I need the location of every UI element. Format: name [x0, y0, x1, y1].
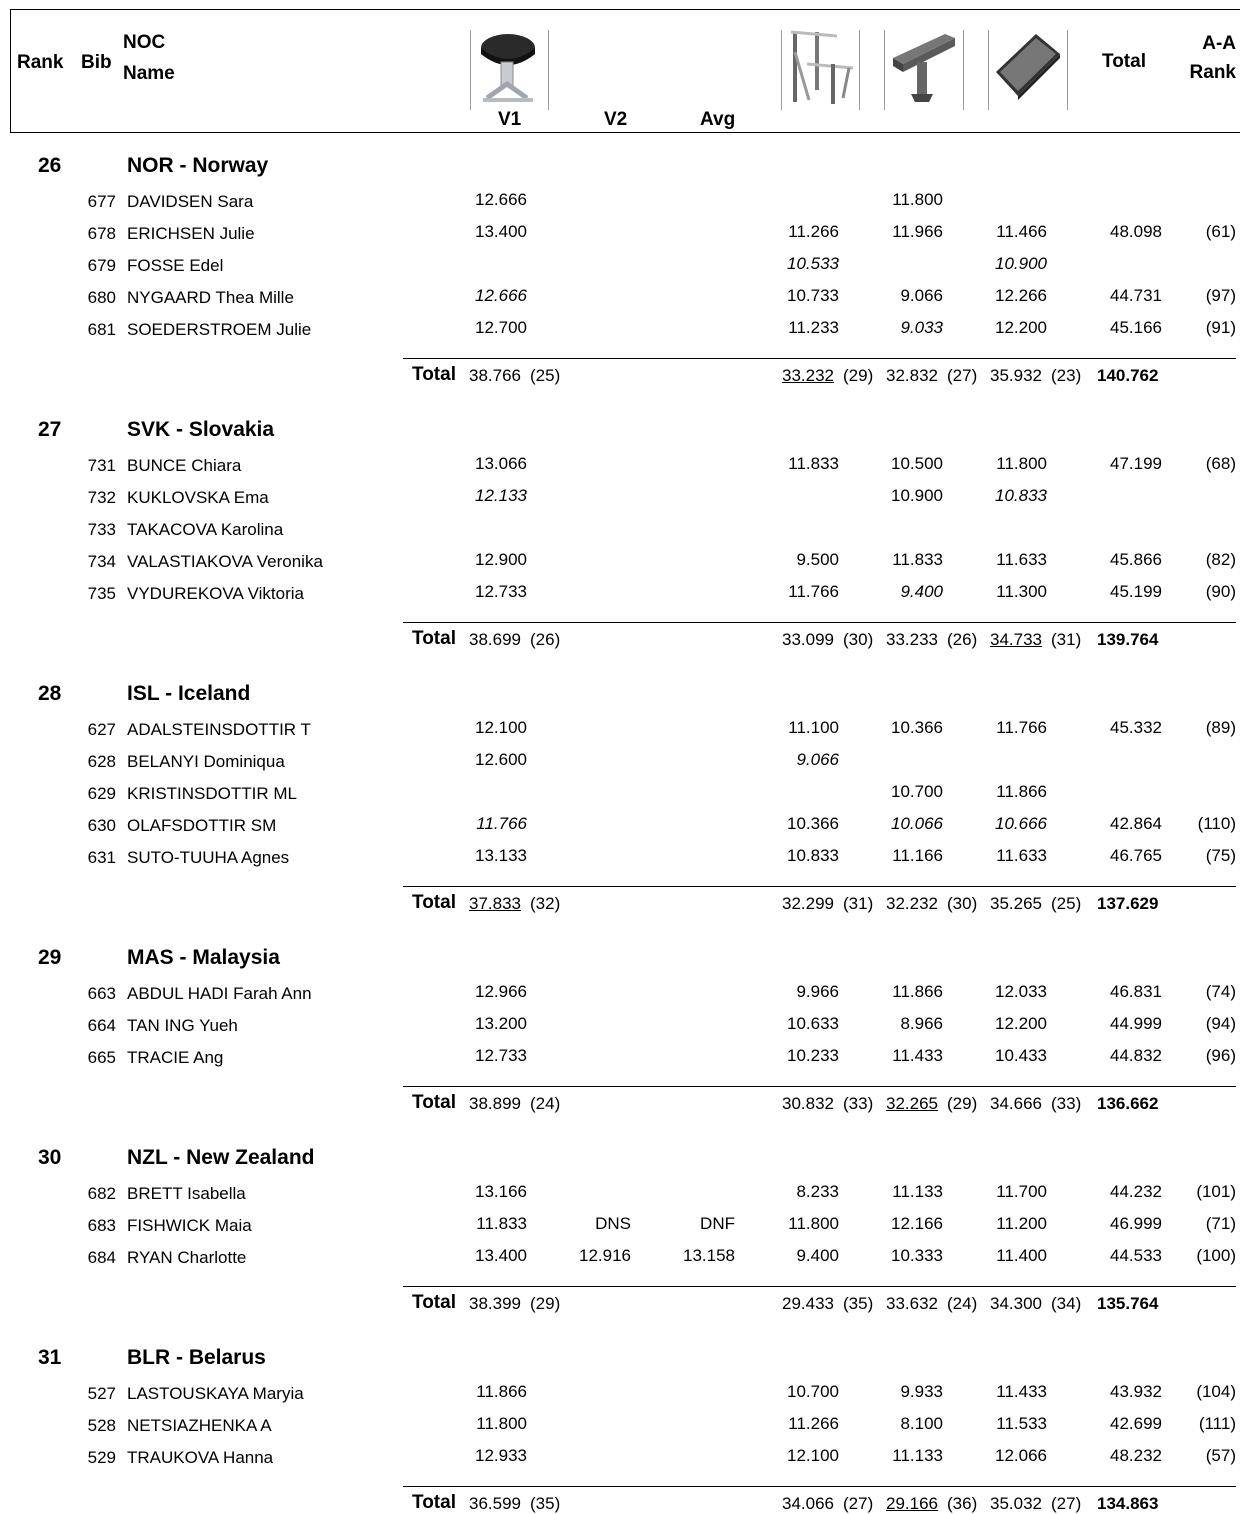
score-total: 44.232 — [1110, 1182, 1162, 1201]
team-name: NOR - Norway — [127, 154, 269, 177]
team-name: NZL - New Zealand — [127, 1146, 315, 1169]
score-fx: 11.866 — [996, 782, 1047, 801]
score-bb: 11.866 — [892, 982, 943, 1001]
team-total-score: 136.662 — [1097, 1094, 1159, 1113]
score-ub: 11.266 — [788, 222, 839, 241]
team-total-fx-rank: (23) — [1051, 366, 1082, 385]
header-separator — [963, 30, 964, 110]
team-total-v1: 38.766 — [469, 366, 521, 385]
team-total-fx-rank: (34) — [1051, 1294, 1082, 1313]
athlete-name: LASTOUSKAYA Maryia — [127, 1384, 304, 1403]
team-total-bb: 32.232 — [886, 894, 938, 913]
athlete-bib: 733 — [87, 520, 116, 539]
score-ub: 11.233 — [788, 318, 839, 337]
athlete-name: SUTO-TUUHA Agnes — [127, 848, 290, 867]
team-total-label: Total — [412, 628, 456, 649]
score-v1: 11.800 — [476, 1414, 527, 1433]
header-aa-rank-top: A-A — [1202, 33, 1236, 54]
score-v1: 13.066 — [475, 454, 527, 473]
score-total: 44.832 — [1110, 1046, 1162, 1065]
team-rank: 26 — [38, 154, 62, 177]
athlete-bib: 630 — [87, 816, 116, 835]
athlete-name: NYGAARD Thea Mille — [127, 288, 294, 307]
score-aa: (101) — [1196, 1182, 1236, 1201]
team-name: SVK - Slovakia — [127, 418, 275, 441]
team-total-v1: 38.899 — [469, 1094, 521, 1113]
team-total-bb: 32.265 — [886, 1094, 938, 1113]
team-total-bb: 29.166 — [886, 1494, 938, 1513]
score-aa: (91) — [1205, 318, 1236, 337]
team-total-label: Total — [412, 1292, 456, 1313]
header-name: Name — [123, 63, 175, 84]
athlete-name: FOSSE Edel — [127, 256, 224, 275]
score-ub: 10.633 — [787, 1014, 839, 1033]
athlete-name: ADALSTEINSDOTTIR T — [127, 720, 311, 739]
score-ub: 11.766 — [788, 582, 839, 601]
team-total-bb-rank: (30) — [947, 894, 978, 913]
score-fx: 12.200 — [995, 318, 1047, 337]
team-total-bb-rank: (24) — [947, 1294, 978, 1313]
team-total-score: 139.764 — [1097, 630, 1159, 649]
team-total-ub-rank: (29) — [843, 366, 874, 385]
athlete-bib: 678 — [87, 224, 116, 243]
score-aa: (82) — [1205, 550, 1236, 569]
score-v1: 11.866 — [476, 1382, 527, 1401]
score-v1: 11.833 — [476, 1214, 527, 1233]
score-ub: 11.100 — [788, 718, 839, 737]
score-total: 44.731 — [1110, 286, 1162, 305]
total-divider — [403, 886, 1236, 887]
score-bb: 11.166 — [892, 846, 943, 865]
team-total-fx: 34.666 — [990, 1094, 1042, 1113]
athlete-bib: 734 — [87, 552, 116, 571]
team-total-score: 140.762 — [1097, 366, 1159, 385]
athlete-name: BUNCE Chiara — [127, 456, 242, 475]
score-ub: 8.233 — [796, 1182, 839, 1201]
score-total: 47.199 — [1110, 454, 1162, 473]
total-divider — [403, 358, 1236, 359]
team-total-fx-rank: (33) — [1051, 1094, 1082, 1113]
score-ub: 12.100 — [787, 1446, 839, 1465]
score-ub: 10.233 — [787, 1046, 839, 1065]
score-total: 48.232 — [1110, 1446, 1162, 1465]
score-ub: 10.833 — [787, 846, 839, 865]
score-total: 46.765 — [1110, 846, 1162, 865]
score-bb: 10.900 — [891, 486, 943, 505]
team-total-v1-rank: (35) — [530, 1494, 561, 1513]
score-v1: 12.733 — [475, 582, 527, 601]
team-total-bb-rank: (26) — [947, 630, 978, 649]
team-total-ub-rank: (35) — [843, 1294, 874, 1313]
team-total-v1-rank: (26) — [530, 630, 561, 649]
team-total-v1: 38.399 — [469, 1294, 521, 1313]
athlete-name: KUKLOVSKA Ema — [127, 488, 269, 507]
team-total-bb-rank: (36) — [947, 1494, 978, 1513]
score-fx: 11.433 — [996, 1382, 1047, 1401]
score-avg: 13.158 — [683, 1246, 735, 1265]
athlete-bib: 665 — [87, 1048, 116, 1067]
header-v1: V1 — [498, 109, 522, 130]
team-name: ISL - Iceland — [127, 682, 251, 705]
team-rank: 29 — [38, 946, 62, 969]
score-ub: 11.266 — [788, 1414, 839, 1433]
athlete-name: TRACIE Ang — [127, 1048, 224, 1067]
team-total-score: 135.764 — [1097, 1294, 1159, 1313]
team-total-v1: 38.699 — [469, 630, 521, 649]
team-total-ub: 29.433 — [782, 1294, 834, 1313]
score-v1: 11.766 — [476, 814, 527, 833]
score-total: 45.332 — [1110, 718, 1162, 737]
athlete-bib: 679 — [87, 256, 116, 275]
header-separator — [988, 30, 989, 110]
score-ub: 10.366 — [787, 814, 839, 833]
score-bb: 12.166 — [891, 1214, 943, 1233]
score-aa: (71) — [1205, 1214, 1236, 1233]
score-fx: 12.066 — [995, 1446, 1047, 1465]
team-total-bb: 33.632 — [886, 1294, 938, 1313]
team-total-v1: 36.599 — [469, 1494, 521, 1513]
balance-beam-icon — [889, 26, 959, 106]
uneven-bars-icon — [787, 24, 857, 108]
team-total-score: 134.863 — [1097, 1494, 1159, 1513]
team-total-label: Total — [412, 892, 456, 913]
athlete-name: ERICHSEN Julie — [127, 224, 255, 243]
athlete-name: TRAUKOVA Hanna — [127, 1448, 274, 1467]
score-v1: 12.700 — [475, 318, 527, 337]
header-separator — [859, 30, 860, 110]
team-total-ub-rank: (27) — [843, 1494, 874, 1513]
score-fx: 11.533 — [996, 1414, 1047, 1433]
score-fx: 11.200 — [996, 1214, 1047, 1233]
total-divider — [403, 1286, 1236, 1287]
score-aa: (57) — [1205, 1446, 1236, 1465]
athlete-bib: 629 — [87, 784, 116, 803]
score-fx: 11.300 — [996, 582, 1047, 601]
score-fx: 11.766 — [996, 718, 1047, 737]
score-total: 46.831 — [1110, 982, 1162, 1001]
athlete-name: TAN ING Yueh — [127, 1016, 238, 1035]
team-total-bb: 33.233 — [886, 630, 938, 649]
score-aa: (104) — [1196, 1382, 1236, 1401]
header-bib: Bib — [81, 52, 112, 73]
team-total-fx: 34.300 — [990, 1294, 1042, 1313]
score-fx: 11.633 — [996, 846, 1047, 865]
athlete-name: SOEDERSTROEM Julie — [127, 320, 312, 339]
score-total: 42.864 — [1110, 814, 1162, 833]
team-total-ub-rank: (33) — [843, 1094, 874, 1113]
athlete-name: VYDUREKOVA Viktoria — [127, 584, 304, 603]
athlete-bib: 631 — [87, 848, 116, 867]
score-bb: 11.133 — [892, 1446, 943, 1465]
score-bb: 11.433 — [892, 1046, 943, 1065]
total-divider — [403, 1086, 1236, 1087]
team-rank: 27 — [38, 418, 62, 441]
score-fx: 12.266 — [995, 286, 1047, 305]
score-bb: 9.933 — [900, 1382, 943, 1401]
athlete-name: FISHWICK Maia — [127, 1216, 252, 1235]
score-aa: (100) — [1196, 1246, 1236, 1265]
score-fx: 10.433 — [995, 1046, 1047, 1065]
score-bb: 9.066 — [900, 286, 943, 305]
score-v1: 12.666 — [475, 190, 527, 209]
header-rank: Rank — [17, 52, 64, 73]
score-bb: 10.333 — [891, 1246, 943, 1265]
team-total-fx: 35.265 — [990, 894, 1042, 913]
score-bb: 10.366 — [891, 718, 943, 737]
score-avg: DNF — [700, 1214, 735, 1233]
score-aa: (90) — [1205, 582, 1236, 601]
athlete-bib: 527 — [87, 1384, 116, 1403]
score-bb: 9.400 — [900, 582, 943, 601]
team-total-fx-rank: (27) — [1051, 1494, 1082, 1513]
score-ub: 10.533 — [787, 254, 839, 273]
team-total-ub: 33.232 — [782, 366, 834, 385]
athlete-bib: 529 — [87, 1448, 116, 1467]
score-ub: 10.733 — [787, 286, 839, 305]
score-fx: 10.900 — [995, 254, 1047, 273]
score-ub: 9.066 — [796, 750, 839, 769]
team-total-ub: 34.066 — [782, 1494, 834, 1513]
score-total: 45.866 — [1110, 550, 1162, 569]
team-name: MAS - Malaysia — [127, 946, 280, 969]
score-fx: 10.833 — [995, 486, 1047, 505]
athlete-bib: 680 — [87, 288, 116, 307]
vault-icon — [477, 26, 543, 106]
score-v1: 12.933 — [475, 1446, 527, 1465]
athlete-bib: 682 — [87, 1184, 116, 1203]
score-v1: 12.133 — [475, 486, 527, 505]
results-header — [10, 9, 1240, 133]
score-v2: DNS — [595, 1214, 631, 1233]
score-fx: 12.200 — [995, 1014, 1047, 1033]
score-bb: 11.833 — [892, 550, 943, 569]
athlete-name: BRETT Isabella — [127, 1184, 246, 1203]
score-fx: 11.700 — [996, 1182, 1047, 1201]
score-ub: 10.700 — [787, 1382, 839, 1401]
score-v1: 13.400 — [475, 222, 527, 241]
team-total-label: Total — [412, 1092, 456, 1113]
team-total-bb-rank: (29) — [947, 1094, 978, 1113]
score-bb: 10.500 — [891, 454, 943, 473]
score-aa: (94) — [1205, 1014, 1236, 1033]
score-v1: 12.100 — [475, 718, 527, 737]
team-total-score: 137.629 — [1097, 894, 1159, 913]
score-aa: (61) — [1205, 222, 1236, 241]
score-aa: (89) — [1205, 718, 1236, 737]
athlete-bib: 664 — [87, 1016, 116, 1035]
team-rank: 31 — [38, 1346, 62, 1369]
score-fx: 11.633 — [996, 550, 1047, 569]
athlete-name: DAVIDSEN Sara — [127, 192, 254, 211]
athlete-bib: 732 — [87, 488, 116, 507]
header-separator — [470, 30, 471, 110]
score-total: 45.166 — [1110, 318, 1162, 337]
score-total: 43.932 — [1110, 1382, 1162, 1401]
team-total-fx-rank: (31) — [1051, 630, 1082, 649]
team-total-bb: 32.832 — [886, 366, 938, 385]
team-total-v1-rank: (29) — [530, 1294, 561, 1313]
athlete-bib: 735 — [87, 584, 116, 603]
athlete-bib: 528 — [87, 1416, 116, 1435]
score-aa: (75) — [1205, 846, 1236, 865]
team-total-ub-rank: (31) — [843, 894, 874, 913]
team-total-label: Total — [412, 364, 456, 385]
score-v1: 12.666 — [475, 286, 527, 305]
score-fx: 12.033 — [995, 982, 1047, 1001]
team-total-v1: 37.833 — [469, 894, 521, 913]
score-aa: (111) — [1198, 1414, 1236, 1433]
header-aa-rank-bottom: Rank — [1189, 62, 1236, 83]
score-ub: 9.500 — [796, 550, 839, 569]
athlete-name: VALASTIAKOVA Veronika — [127, 552, 323, 571]
header-total: Total — [1102, 51, 1146, 72]
score-ub: 9.966 — [796, 982, 839, 1001]
team-total-v1-rank: (24) — [530, 1094, 561, 1113]
athlete-bib: 681 — [87, 320, 116, 339]
score-fx: 11.800 — [996, 454, 1047, 473]
score-v1: 12.900 — [475, 550, 527, 569]
team-total-fx: 34.733 — [990, 630, 1042, 649]
score-bb: 8.966 — [900, 1014, 943, 1033]
score-v1: 13.400 — [475, 1246, 527, 1265]
score-aa: (74) — [1205, 982, 1236, 1001]
team-rank: 30 — [38, 1146, 62, 1169]
score-v2: 12.916 — [579, 1246, 631, 1265]
score-v1: 12.600 — [475, 750, 527, 769]
team-total-ub: 30.832 — [782, 1094, 834, 1113]
header-v2: V2 — [604, 109, 628, 130]
athlete-bib: 628 — [87, 752, 116, 771]
score-ub: 11.833 — [788, 454, 839, 473]
score-bb: 11.800 — [892, 190, 943, 209]
header-separator — [548, 30, 549, 110]
score-aa: (68) — [1205, 454, 1236, 473]
athlete-bib: 731 — [87, 456, 116, 475]
athlete-name: OLAFSDOTTIR SM — [127, 816, 277, 835]
score-fx: 10.666 — [995, 814, 1047, 833]
score-v1: 13.166 — [475, 1182, 527, 1201]
athlete-name: KRISTINSDOTTIR ML — [127, 784, 298, 803]
athlete-bib: 677 — [87, 192, 116, 211]
score-v1: 12.733 — [475, 1046, 527, 1065]
score-aa: (97) — [1205, 286, 1236, 305]
team-rank: 28 — [38, 682, 62, 705]
header-avg: Avg — [700, 109, 736, 130]
header-separator — [781, 30, 782, 110]
score-fx: 11.466 — [996, 222, 1047, 241]
floor-exercise-icon — [992, 26, 1064, 104]
team-total-v1-rank: (25) — [530, 366, 561, 385]
athlete-name: BELANYI Dominiqua — [127, 752, 285, 771]
athlete-name: NETSIAZHENKA A — [127, 1416, 272, 1435]
score-v1: 13.200 — [475, 1014, 527, 1033]
total-divider — [403, 1486, 1236, 1487]
score-bb: 9.033 — [900, 318, 943, 337]
score-total: 48.098 — [1110, 222, 1162, 241]
score-total: 42.699 — [1110, 1414, 1162, 1433]
athlete-bib: 627 — [87, 720, 116, 739]
score-total: 45.199 — [1110, 582, 1162, 601]
athlete-bib: 684 — [87, 1248, 116, 1267]
score-bb: 10.066 — [891, 814, 943, 833]
score-total: 46.999 — [1110, 1214, 1162, 1233]
header-separator — [884, 30, 885, 110]
team-name: BLR - Belarus — [127, 1346, 266, 1369]
score-ub: 11.800 — [788, 1214, 839, 1233]
team-total-label: Total — [412, 1492, 456, 1513]
team-total-ub-rank: (30) — [843, 630, 874, 649]
team-total-fx: 35.932 — [990, 366, 1042, 385]
score-v1: 13.133 — [475, 846, 527, 865]
score-total: 44.533 — [1110, 1246, 1162, 1265]
team-total-ub: 33.099 — [782, 630, 834, 649]
score-aa: (110) — [1197, 814, 1236, 833]
athlete-name: RYAN Charlotte — [127, 1248, 247, 1267]
total-divider — [403, 622, 1236, 623]
athlete-bib: 663 — [87, 984, 116, 1003]
team-total-v1-rank: (32) — [530, 894, 561, 913]
header-separator — [1067, 30, 1068, 110]
score-fx: 11.400 — [996, 1246, 1047, 1265]
team-total-fx: 35.032 — [990, 1494, 1042, 1513]
athlete-bib: 683 — [87, 1216, 116, 1235]
score-v1: 12.966 — [475, 982, 527, 1001]
athlete-name: TAKACOVA Karolina — [127, 520, 284, 539]
score-total: 44.999 — [1110, 1014, 1162, 1033]
header-noc: NOC — [123, 32, 166, 53]
team-total-ub: 32.299 — [782, 894, 834, 913]
team-total-fx-rank: (25) — [1051, 894, 1082, 913]
score-aa: (96) — [1205, 1046, 1236, 1065]
athlete-name: ABDUL HADI Farah Ann — [127, 984, 312, 1003]
score-bb: 10.700 — [891, 782, 943, 801]
team-total-bb-rank: (27) — [947, 366, 978, 385]
score-bb: 8.100 — [900, 1414, 943, 1433]
score-bb: 11.133 — [892, 1182, 943, 1201]
score-ub: 9.400 — [796, 1246, 839, 1265]
score-bb: 11.966 — [892, 222, 943, 241]
